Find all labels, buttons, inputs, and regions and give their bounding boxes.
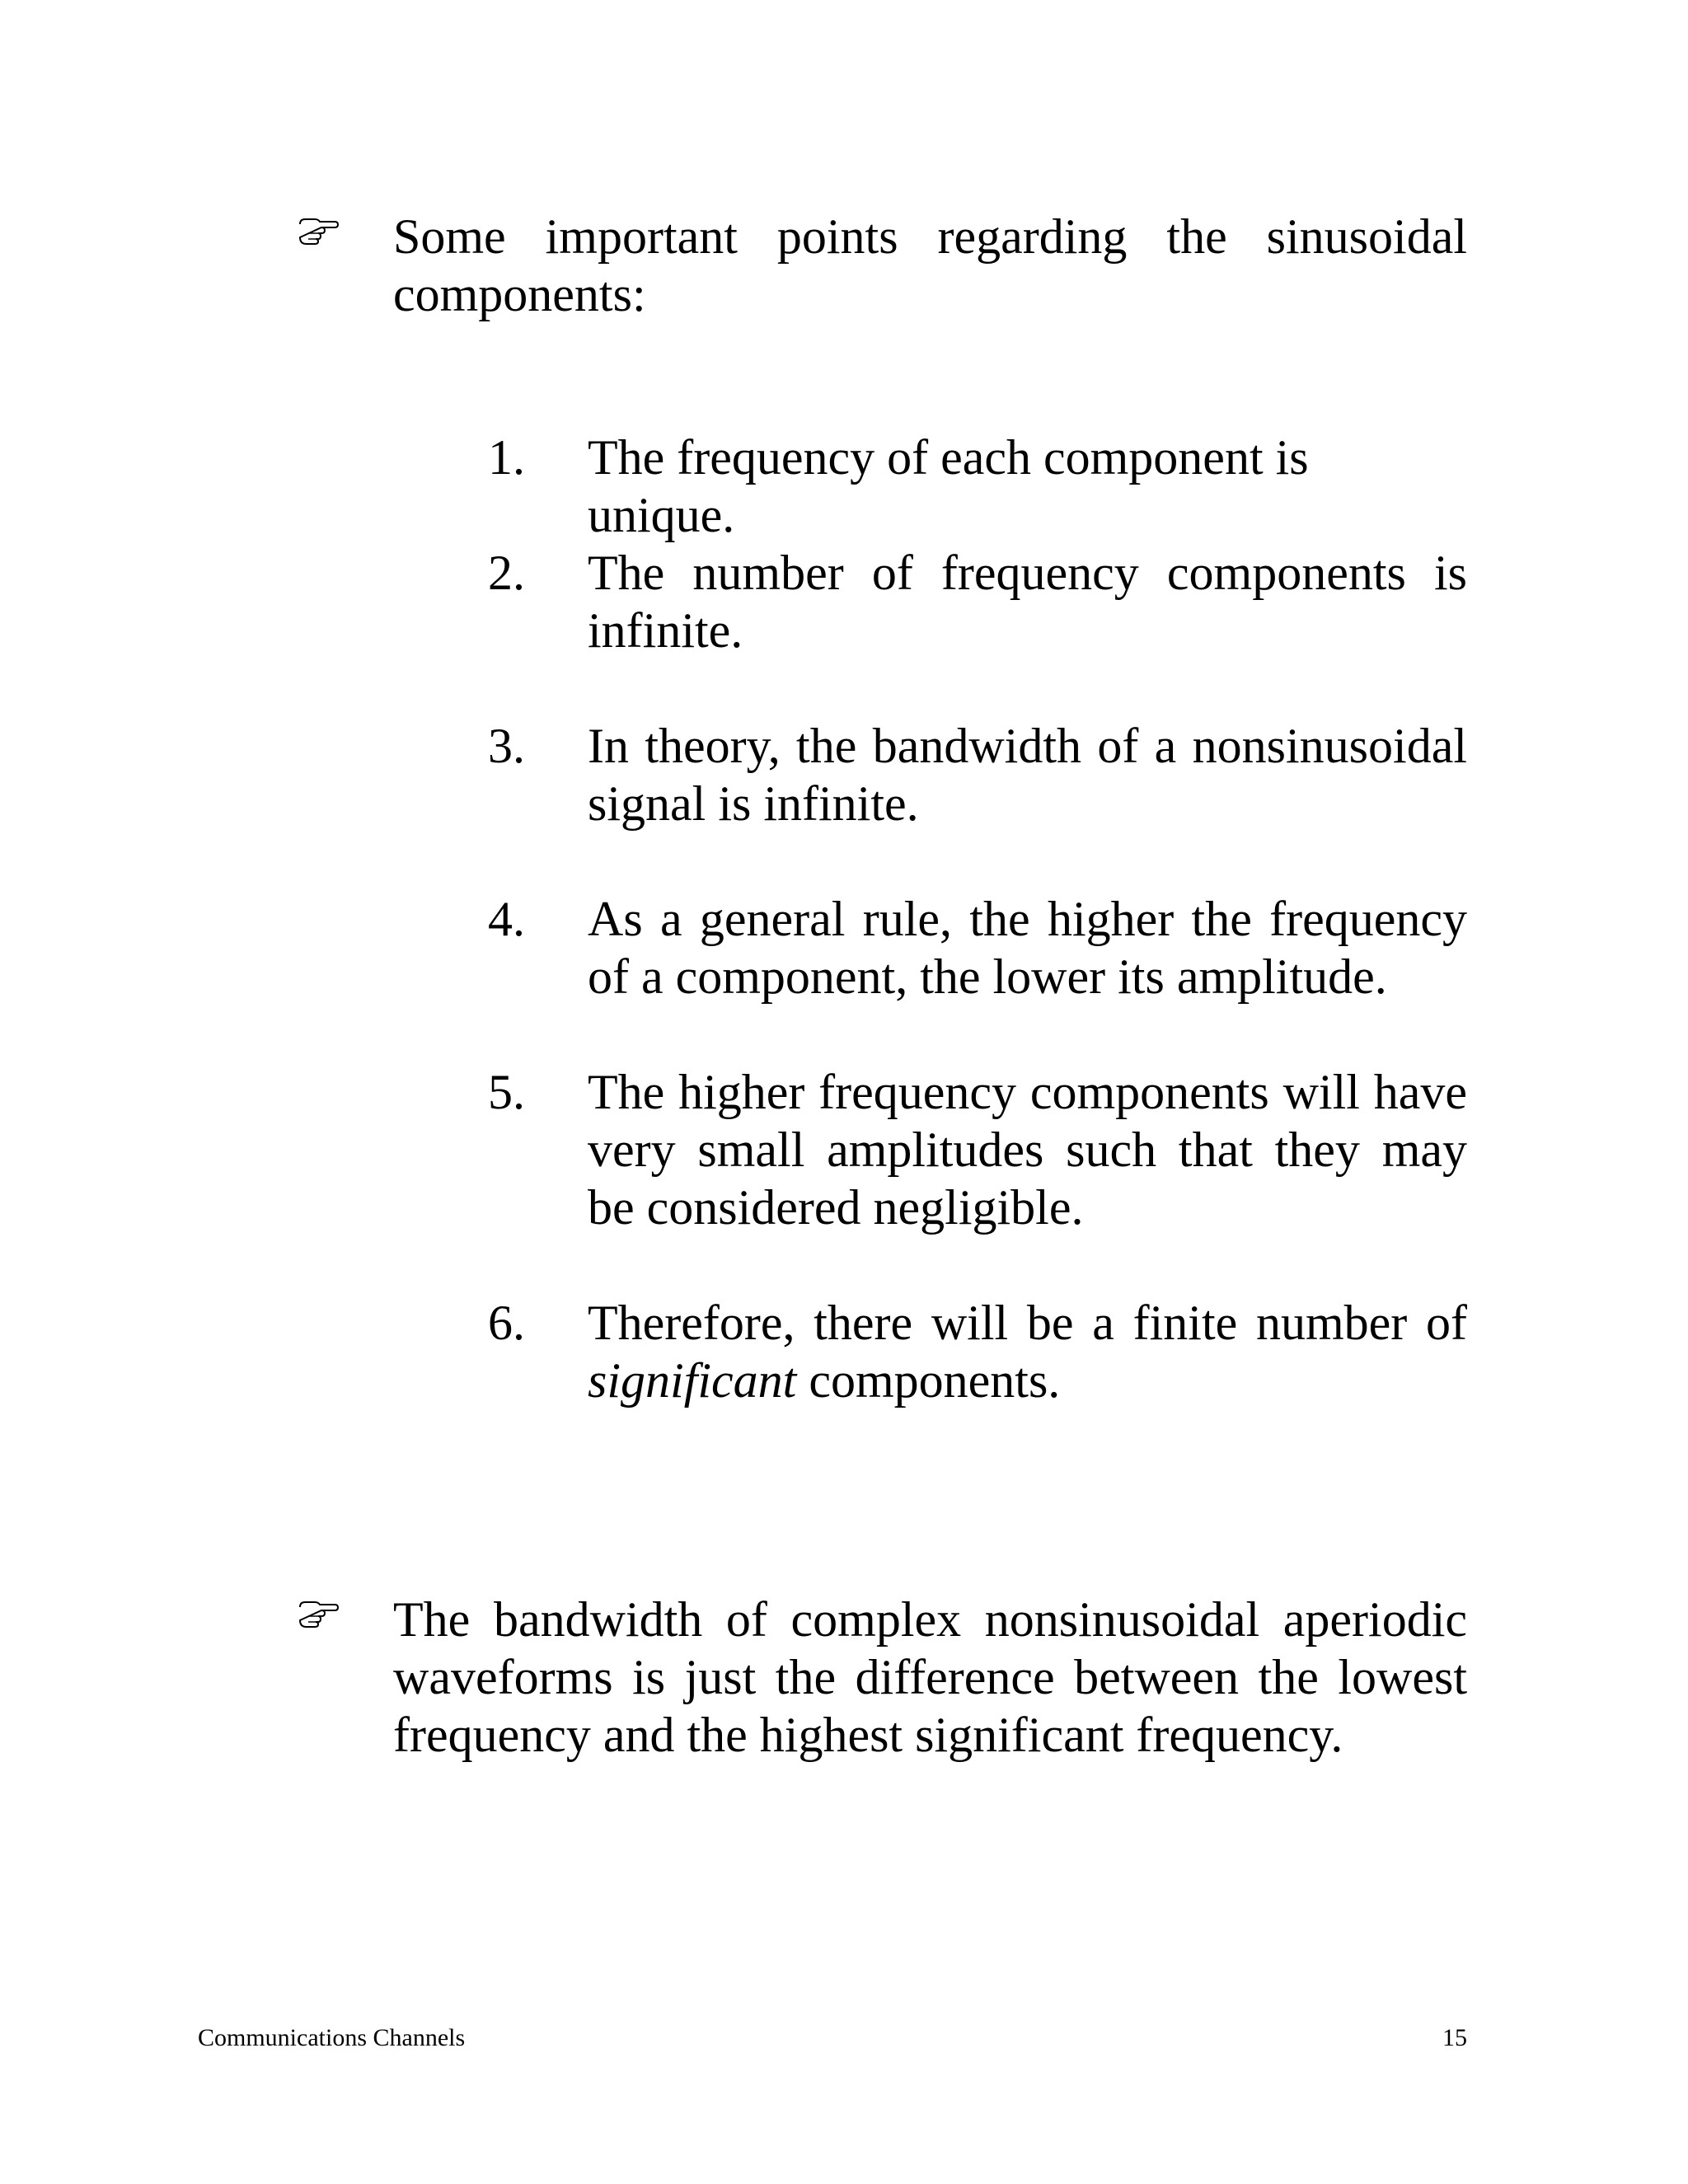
list-item-number: 4. [488,892,525,946]
page-number: 15 [1442,2024,1467,2051]
list-item-text-end: components. [796,1353,1061,1408]
bullet-text: The bandwidth of complex nonsinusoidal aperiodic waveforms is just the difference between the lowest frequency and the highest significant frequency. [393,1592,1467,1762]
emphasis-significant: significant [588,1353,797,1408]
list-item-number: 6. [488,1296,525,1350]
list-item-number: 3. [488,719,525,773]
list-item-text: In theory, the bandwidth of a nonsinusoidal signal is infinite. [588,719,1467,831]
pointing-hand-icon [297,1597,340,1630]
list-item-text: As a general rule, the higher the frequency of a component, the lower its amplitude. [588,892,1467,1004]
list-item-text [588,1294,1467,1409]
bullet-text: Some important points regarding the sinusoidal components: [393,209,1467,321]
footer-title: Communications Channels [198,2024,466,2051]
list-item-number: 5. [488,1065,525,1119]
list-item-text: The higher frequency components will have very small amplitudes such that they may be considered negligible. [588,1065,1467,1235]
list-item-number: 2. [488,546,525,600]
list-item-text-start: Therefore, there will be a finite number of [588,1296,1467,1350]
list-item-text: The number of frequency components is infinite. [588,546,1467,658]
pointing-hand-icon [297,214,340,247]
list-item-text: The frequency of each component is unique. [588,430,1309,542]
list-item-number: 1. [488,430,525,485]
